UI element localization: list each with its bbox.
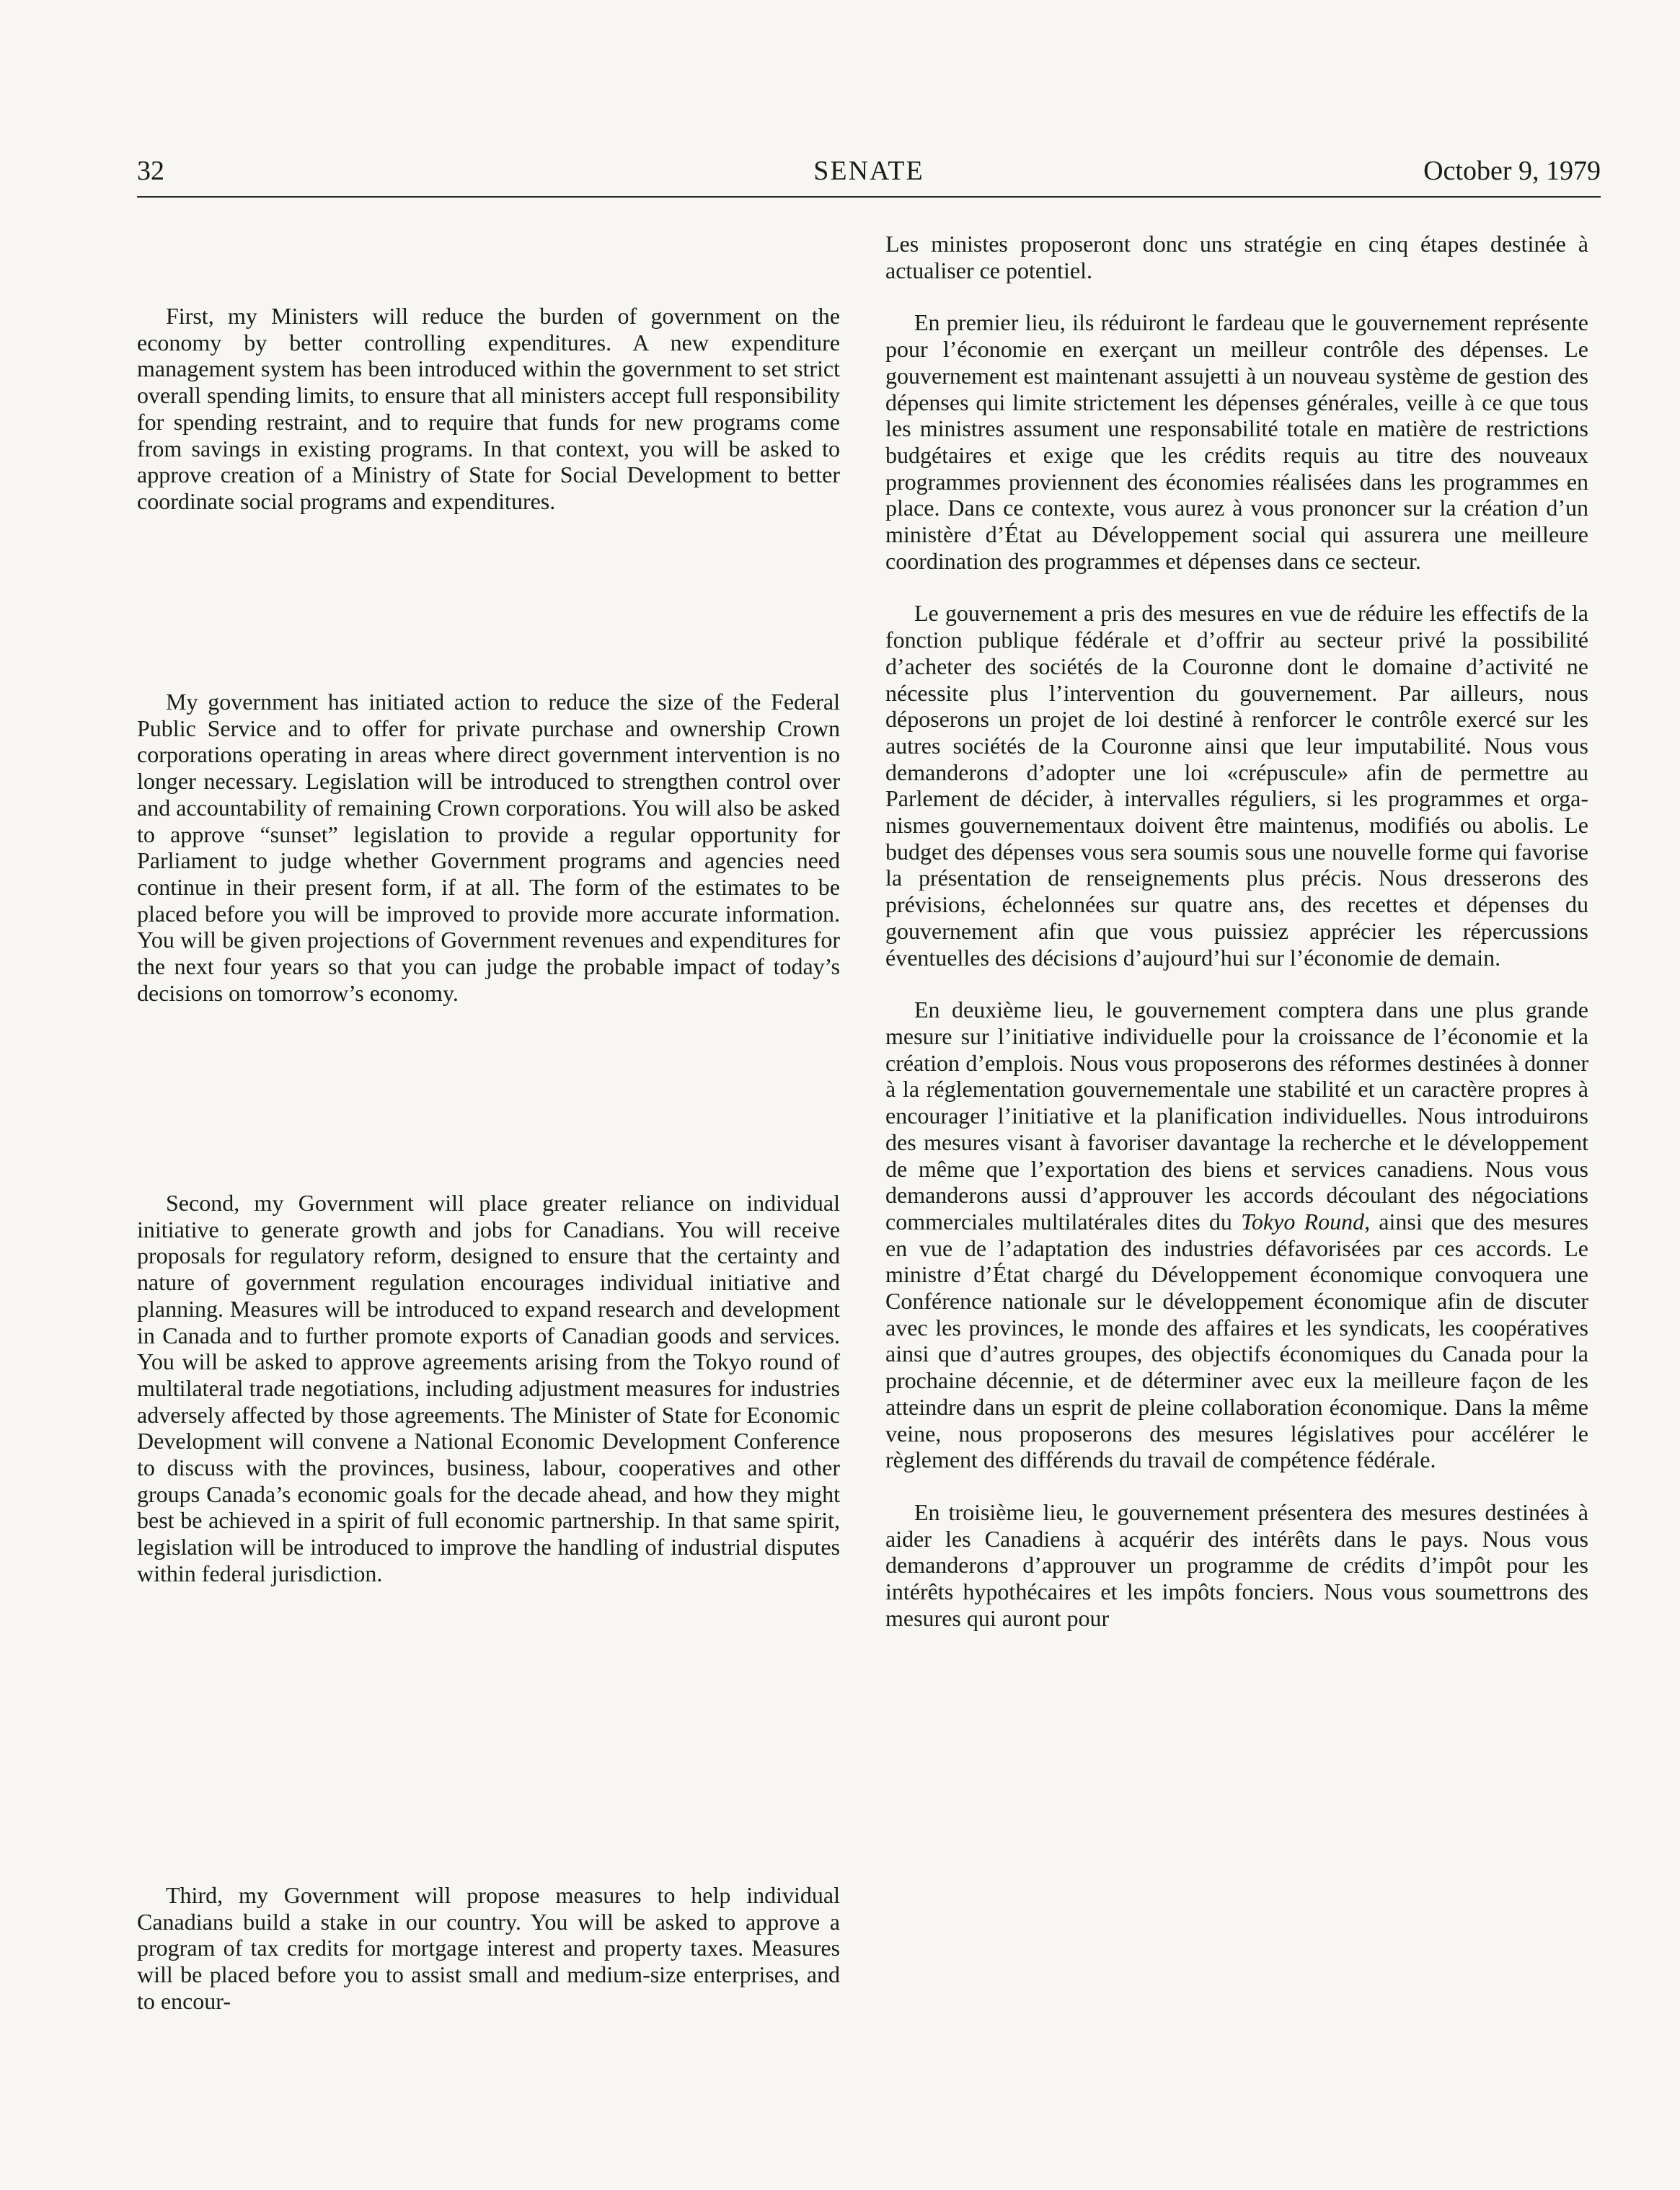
page-header	[137, 153, 1601, 198]
english-paragraph-2: My government has initiated action to reduce the size of the Federal Public Service and to offer for private purchase and ownership Crown corporations operating in areas where direct government intervention is no longer necessary. Legislation will be introduced to strengthen control over and accountability of remaining Crown corporations. You will also be asked to approve “sunset” legislation to provide a regular opportunity for Parliament to judge whether Government programs and agencies need continue in their present form, if at all. The form of the estimates to be placed before you will be improved to provide more accurate information. You will be given projections of Government revenues and expenditures for the next four years so that you can judge the probable impact of today’s decisions on tomorrow’s economy.	[137, 689, 840, 1006]
english-paragraph-4: Third, my Government will propose measures to help individual Canadians build a stake in our country. You will be asked to approve a program of tax credits for mortgage interest and property taxes. Measures will be placed before you to assist small and medium-size enterprises, and to encour-	[137, 1882, 840, 2014]
french-paragraph-intro: Les ministes proposeront donc uns stratégie en cinq étapes destinée à actualiser ce potentiel.	[885, 231, 1588, 283]
issue-date: October 9, 1979	[1423, 156, 1601, 186]
english-paragraph-1: First, my Ministers will reduce the burden of government on the economy by better controlling expenditures. A new expenditure management system has been introduced within the government to set strict overall spending limits, to ensure that all ministers accept full responsibility for spending restraint, and to require that funds for new programs come from savings in existing programs. In that context, you will be asked to approve creation of a Ministry of State for Social Development to better coordinate social programs and expenditures.	[137, 303, 840, 514]
tokyo-round-italic: Tokyo Round	[1241, 1208, 1365, 1235]
french-paragraph-4: En troisième lieu, le gouvernement présentera des mesures destinées à aider les Canadiens à acquérir des intérêts dans le pays. Nous vous demanderons d’approuver un programme de crédits d’impôt pour les intérêts hypothécaires et les impôts fonciers. Nous vous soumettrons des mesures qui auront pour	[885, 1498, 1588, 1631]
french-paragraph-3	[885, 997, 1588, 1473]
english-paragraph-3: Second, my Government will place greater reliance on individual initiative to generate growth and jobs for Canadians. You will receive proposals for regulatory reform, designed to ensure that the certainty and nature of government regulation encourages individual initiative and planning. Measures will be introduced to expand research and development in Canada and to further promote exports of Canadian goods and services. You will be asked to approve agreements arising from the Tokyo round of multilateral trade negotiations, including adjustment measures for industries adversely affected by those agreements. The Minister of State for Economic Development will convene a National Economic Development Conference to discuss with the provinces, business, labour, cooperatives and other groups Canada’s economic goals for the decade ahead, and how they might best be achieved in a spirit of full economic partnership. In that same spirit, legislation will be introduced to improve the handling of industrial disputes within federal jurisdiction.	[137, 1190, 840, 1586]
french-paragraph-3-part-2: , ainsi que des mesures en vue de l’adaptation des industries défavorisées par ces accords. Le ministre d’État chargé du Développement économique convoquera une Conférence nationale sur le développement économique afin de discuter avec les provinces, le monde des affaires et les syndicats, les coopératives ainsi que d’autres groupes, des objectifs économiques du Canada pour la prochaine décennie, et de déterminer avec eux la meilleure façon de les atteindre dans un esprit de pleine collaboration économique. Dans la même veine, nous proposerons des mesures législatives pour accélérer le règlement des différends du travail de compétence fédérale.	[885, 1208, 1589, 1473]
publication-title: SENATE	[813, 156, 924, 186]
french-column	[885, 231, 1588, 1657]
page-number: 32	[137, 156, 164, 186]
french-paragraph-1: En premier lieu, ils réduiront le fardeau que le gouvernement représente pour l’économie en exerçant un meilleur contrôle des dépenses. Le gouvernement est maintenant assujetti à un nouveau système de gestion des dépenses qui limite strictement les dépenses générales, veille à ce que tous les ministres assument une responsabilité totale en matière de restrictions budgétaires et exige que les crédits requis au titre des nouveaux programmes proviennent des économies réalisées dans les programmes en place. Dans ce contexte, vous aurez à vous prononcer sur la création d’un ministère d’État au Développement social qui assurera une meilleure coordination des programmes et dépenses dans ce secteur.	[885, 309, 1588, 574]
french-paragraph-2: Le gouvernement a pris des mesures en vue de réduire les effectifs de la fonction publique fédérale et d’offrir au secteur privé la possibilité d’acheter des sociétés de la Couronne dont le domaine d’activité ne nécessite plus l’intervention du gouvernement. Par ailleurs, nous déposerons un projet de loi destiné à renforcer le contrôle exercé sur les autres sociétés de la Couronne ainsi que leur imputabilité. Nous vous demanderons d’adopter une loi «crépuscule» afin de permettre au Parlement de décider, à intervalles réguliers, si les programmes et organismes gouvernementaux doivent être maintenus, modifiés ou abolis. Le budget des dépenses vous sera soumis sous une nouvelle forme qui favorise la présentation de renseignements plus précis. Nous dresserons des prévisions, échelonnées sur quatre ans, des recettes et dépenses du gouvernement afin que vous puissiez apprécier les répercussions éventuelles des décisions d’aujourd’hui sur l’économie de demain.	[885, 600, 1588, 971]
french-paragraph-3-part-1: En deuxième lieu, le gouvernement comptera dans une plus grande mesure sur l’initiative individuelle pour la croissance de l’économie et la création d’emplois. Nous vous proposerons des réformes destinées à donner à la réglementation gouvernementale une stabilité et un caractère propres à encourager l’initiative et la planification individuelles. Nous introduirons des mesures visant à favoriser davantage la recherche et le développement de même que l’exportation des biens et services canadiens. Nous vous demanderons aussi d’approuver les accords découlant des négociations commerciales multilatérales dites du	[885, 997, 1588, 1235]
